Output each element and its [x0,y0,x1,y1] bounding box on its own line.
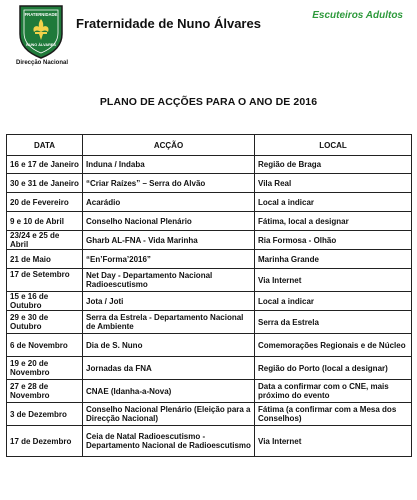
action-cell: “En’Forma’2016” [83,250,255,269]
action-cell: Acarádio [83,193,255,212]
local-cell: Data a confirmar com o CNE, mais próximo do evento [255,380,412,403]
date-cell: 29 e 30 de Outubro [7,311,83,334]
date-cell: 21 de Maio [7,250,83,269]
direction-label: Direcção Nacional [15,60,69,66]
local-cell: Vila Real [255,174,412,193]
logo-text-top: FRATERNIDADE [24,12,58,17]
table-row [7,269,412,292]
column-header-local: LOCAL [255,135,412,156]
local-cell: Fátima (a confirmar com a Mesa dos Conselhos) [255,403,412,426]
action-cell: Conselho Nacional Plenário (Eleição para a Direcção Nacional) [83,403,255,426]
action-cell: Conselho Nacional Plenário [83,212,255,231]
date-cell: 19 e 20 de Novembro [7,357,83,380]
date-cell: 17 de Dezembro [7,426,83,457]
action-cell: “Criar Raízes” – Serra do Alvão [83,174,255,193]
local-cell: Comemorações Regionais e de Núcleo [255,334,412,357]
table-row [7,193,412,212]
logo-text-bottom: NUNO ÁLVARES [26,43,56,47]
local-cell: Local a indicar [255,193,412,212]
action-cell: Jota / Joti [83,292,255,311]
date-cell: 23/24 e 25 de Abril [7,231,83,250]
page-title: PLANO DE ACÇÕES PARA O ANO DE 2016 [99,96,318,108]
action-cell: Jornadas da FNA [83,357,255,380]
table-row [7,156,412,174]
action-cell: Gharb AL-FNA - Vida Marinha [83,231,255,250]
table-row [7,292,412,311]
table-row [7,250,412,269]
date-cell: 27 e 28 de Novembro [7,380,83,403]
date-cell: 30 e 31 de Janeiro [7,174,83,193]
organization-name: Fraternidade de Nuno Álvares [76,16,261,31]
actions-table [6,134,412,457]
fna-shield-logo [18,4,64,60]
table-row [7,212,412,231]
table-row [7,403,412,426]
date-cell: 9 e 10 de Abril [7,212,83,231]
local-cell: Local a indicar [255,292,412,311]
date-cell: 20 de Fevereiro [7,193,83,212]
date-cell: 15 e 16 de Outubro [7,292,83,311]
date-cell: 3 de Dezembro [7,403,83,426]
action-cell: Dia de S. Nuno [83,334,255,357]
table-header-row [7,135,412,156]
date-cell: 16 e 17 de Janeiro [7,156,83,174]
action-cell: CNAE (Idanha-a-Nova) [83,380,255,403]
section-tag: Escuteiros Adultos [312,10,403,21]
action-cell: Net Day - Departamento Nacional Radioescutismo [83,269,255,292]
action-cell: Induna / Indaba [83,156,255,174]
action-cell: Serra da Estrela - Departamento Nacional de Ambiente [83,311,255,334]
page-header [0,0,417,78]
local-cell: Ria Formosa - Olhão [255,231,412,250]
table-row [7,311,412,334]
date-cell: 17 de Setembro [7,269,83,292]
local-cell: Região de Braga [255,156,412,174]
local-cell: Via Internet [255,426,412,457]
table-row [7,426,412,457]
table-row [7,380,412,403]
action-cell: Ceia de Natal Radioescutismo - Departamento Nacional de Radioescutismo [83,426,255,457]
local-cell: Marinha Grande [255,250,412,269]
table-row [7,334,412,357]
column-header-action: ACÇÃO [83,135,255,156]
local-cell: Região do Porto (local a designar) [255,357,412,380]
local-cell: Serra da Estrela [255,311,412,334]
table-row [7,231,412,250]
local-cell: Fátima, local a designar [255,212,412,231]
column-header-date: DATA [7,135,83,156]
table-row [7,174,412,193]
date-cell: 6 de Novembro [7,334,83,357]
table-row [7,357,412,380]
local-cell: Via Internet [255,269,412,292]
